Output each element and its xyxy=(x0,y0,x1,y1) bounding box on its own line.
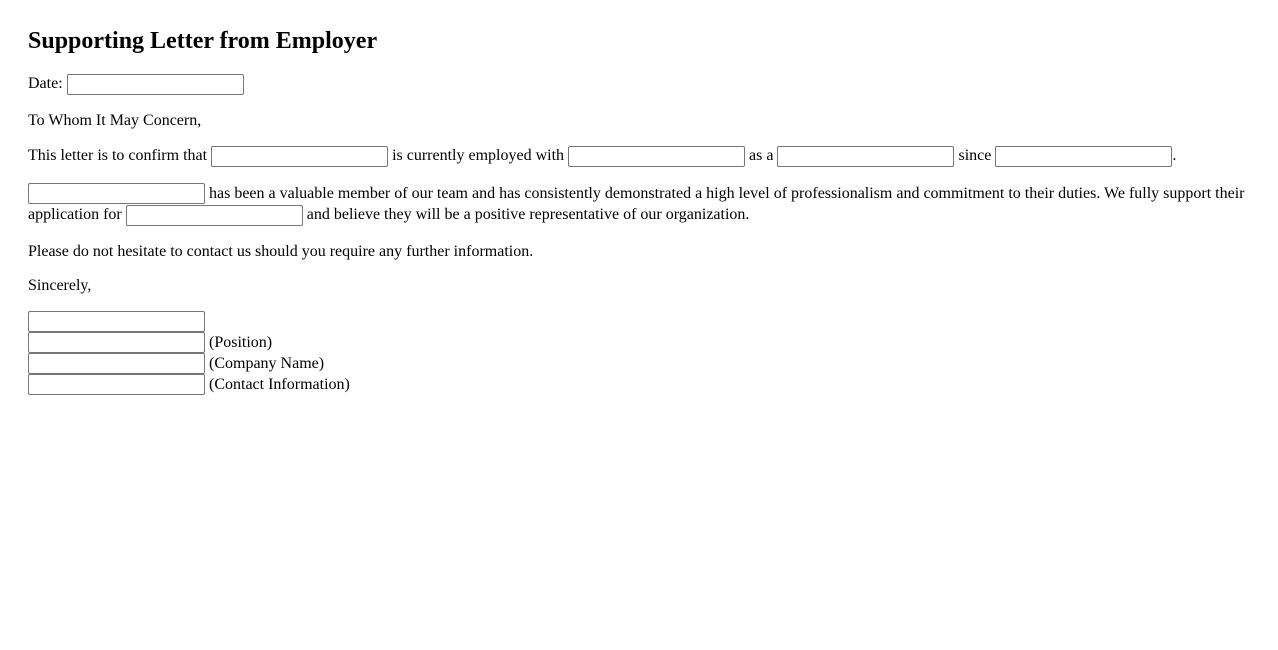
employed-with-text: is currently employed with xyxy=(392,146,565,164)
letter-page xyxy=(28,0,1253,395)
as-a-text: as a xyxy=(749,146,774,164)
date-line xyxy=(28,73,1253,95)
contact-paragraph: Please do not hesitate to contact us should you require any further information. xyxy=(28,243,534,261)
page-title: Supporting Letter from Employer xyxy=(28,28,378,54)
signer-name-field[interactable] xyxy=(28,311,205,332)
start-date-field[interactable] xyxy=(995,146,1172,167)
member-paragraph xyxy=(28,183,1253,227)
signature-block xyxy=(28,311,1253,395)
position-label: (Position) xyxy=(209,334,273,352)
member-text-2: and believe they will be a positive representative of our organization. xyxy=(306,206,750,224)
greeting: To Whom It May Concern, xyxy=(28,111,202,129)
confirm-period: . xyxy=(1172,146,1177,164)
confirm-prefix: This letter is to confirm that xyxy=(28,146,208,164)
signer-company-field[interactable] xyxy=(28,353,205,374)
member-text-1: has been a valuable member of our team and has consistently demonstrated a high level of professionalism and commitment to their duties. We fully support their application for xyxy=(28,184,1245,224)
signer-contact-field[interactable] xyxy=(28,374,205,395)
employee-name-field[interactable] xyxy=(211,146,388,167)
contact-label: (Contact Information) xyxy=(209,376,350,394)
signer-position-field[interactable] xyxy=(28,332,205,353)
closing: Sincerely, xyxy=(28,277,92,295)
since-text: since xyxy=(958,146,992,164)
job-title-field[interactable] xyxy=(777,146,954,167)
confirm-paragraph xyxy=(28,145,1253,167)
signer-name-line xyxy=(28,311,1253,332)
company-label: (Company Name) xyxy=(209,355,325,373)
employee-name-field-2[interactable] xyxy=(28,183,205,204)
date-field[interactable] xyxy=(67,74,244,95)
signer-company-line xyxy=(28,353,1253,374)
application-for-field[interactable] xyxy=(126,205,303,226)
company-name-field[interactable] xyxy=(568,146,745,167)
date-label: Date: xyxy=(28,75,63,92)
signer-contact-line xyxy=(28,374,1253,395)
signer-position-line xyxy=(28,332,1253,353)
